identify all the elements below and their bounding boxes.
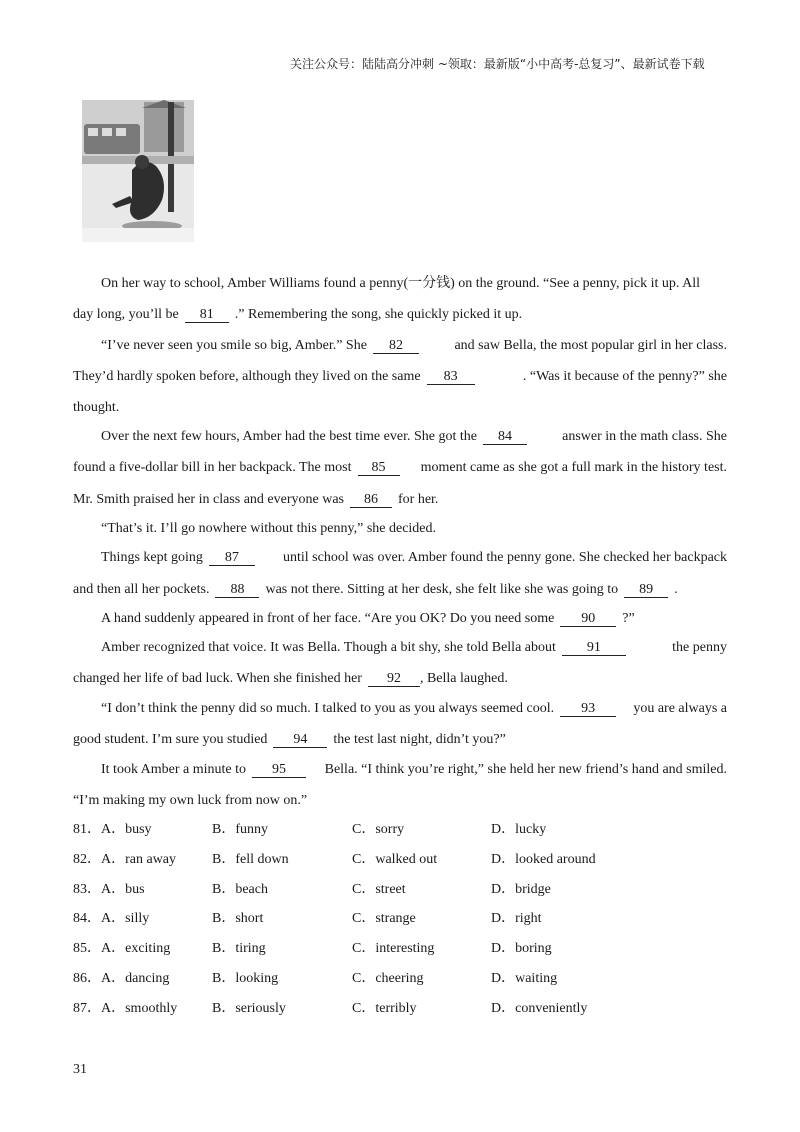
blank-81: 81 bbox=[185, 307, 229, 323]
passage-line: thought. bbox=[73, 400, 120, 415]
passage-line: They’d hardly spoken before, although they lived on the same 83 . “Was it because of the penny?” she bbox=[73, 369, 727, 384]
blank-94: 94 bbox=[273, 732, 327, 748]
page-header: 关注公众号：陆陆高分冲刺 ~领取：最新版“小中高考-总复习”、最新试卷下载 bbox=[290, 57, 705, 71]
passage-line: Things kept going 87 until school was over. Amber found the penny gone. She checked her backpack bbox=[101, 550, 727, 565]
passage-line: A hand suddenly appeared in front of her face. “Are you OK? Do you need some 90 ?” bbox=[101, 611, 635, 626]
page-number: 31 bbox=[73, 1062, 87, 1077]
passage-line: good student. I’m sure you studied 94 the test last night, didn’t you?” bbox=[73, 732, 506, 747]
passage-line: On her way to school, Amber Williams found a penny(一分钱) on the ground. “See a penny, pick it up. All bbox=[101, 276, 700, 291]
blank-88: 88 bbox=[215, 582, 259, 598]
blank-89: 89 bbox=[624, 582, 668, 598]
blank-95: 95 bbox=[252, 762, 306, 778]
blank-85: 85 bbox=[358, 460, 400, 476]
passage-line: “I’m making my own luck from now on.” bbox=[73, 793, 308, 808]
blank-92: 92 bbox=[368, 671, 420, 687]
passage-line: Amber recognized that voice. It was Bella. Though a bit shy, she told Bella about 91 the penny bbox=[101, 640, 727, 655]
blank-91: 91 bbox=[562, 640, 626, 656]
story-photo bbox=[82, 100, 194, 242]
blank-93: 93 bbox=[560, 701, 616, 717]
blank-83: 83 bbox=[427, 369, 475, 385]
passage-line: It took Amber a minute to 95 Bella. “I think you’re right,” she held her new friend’s hand and smiled. bbox=[101, 762, 727, 777]
passage-line: “That’s it. I’ll go nowhere without this penny,” she decided. bbox=[101, 521, 437, 536]
blank-86: 86 bbox=[350, 492, 392, 508]
blank-82: 82 bbox=[373, 338, 419, 354]
passage-line: changed her life of bad luck. When she finished her 92 , Bella laughed. bbox=[73, 671, 508, 686]
passage-line: and then all her pockets. 88 was not there. Sitting at her desk, she felt like she was going to 89 . bbox=[73, 582, 678, 597]
passage-line: day long, you’ll be 81 .” Remembering the song, she quickly picked it up. bbox=[73, 307, 523, 322]
passage-line: Over the next few hours, Amber had the best time ever. She got the 84 answer in the math class. She bbox=[101, 429, 727, 444]
passage-line: found a five-dollar bill in her backpack. The most 85 moment came as she got a full mark in the history test. bbox=[73, 460, 727, 475]
blank-84: 84 bbox=[483, 429, 527, 445]
blank-87: 87 bbox=[209, 550, 255, 566]
passage-line: Mr. Smith praised her in class and everyone was 86 for her. bbox=[73, 492, 439, 507]
passage-line: “I don’t think the penny did so much. I talked to you as you always seemed cool. 93 you are always a bbox=[101, 701, 727, 716]
blank-90: 90 bbox=[560, 611, 616, 627]
passage-line: “I’ve never seen you smile so big, Amber.” She 82 and saw Bella, the most popular girl in her class. bbox=[101, 338, 727, 353]
